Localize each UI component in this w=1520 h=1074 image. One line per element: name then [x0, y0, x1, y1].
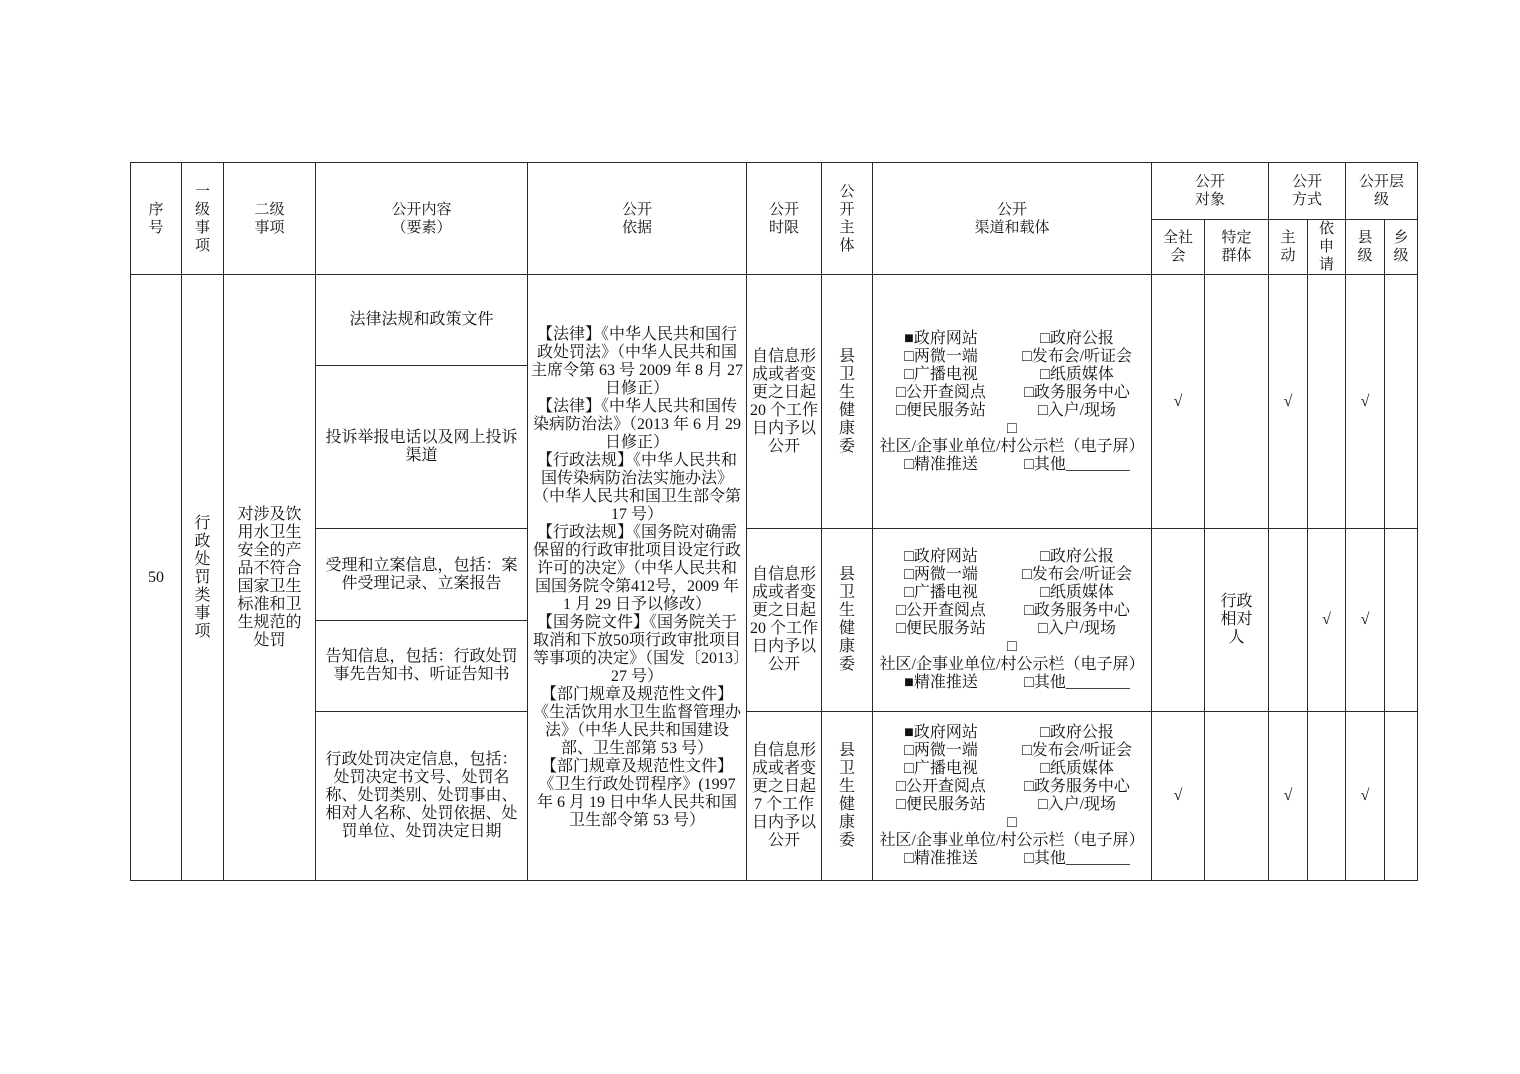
checkbox-icon: □ [896, 602, 906, 619]
checkbox-icon: □ [1040, 365, 1050, 383]
level-county-header [1346, 220, 1385, 275]
channel-label: 纸质媒体 [1049, 760, 1114, 777]
channel-label: 入户/现场 [1047, 796, 1117, 813]
method-request-cell [1308, 712, 1346, 881]
channel-option [876, 814, 1148, 850]
channel-option [876, 402, 1006, 420]
deadline-header [747, 163, 822, 275]
checkbox-icon: □ [1024, 383, 1034, 401]
method-active-checkmark: √ [1269, 712, 1308, 881]
checkbox-icon: □ [904, 584, 914, 601]
channel-label: 广播电视 [913, 584, 978, 601]
checkbox-icon: □ [904, 566, 914, 583]
method-header [1269, 163, 1346, 220]
audience-header [1152, 163, 1269, 220]
content-item: 投诉举报电话以及网上投诉渠道 [316, 366, 528, 529]
channel-list [876, 548, 1148, 692]
basis-entry: 【行政法规】《国务院对确需保留的行政审批项目设定行政许可的决定》（中华人民共和国国务院令第412号，2009 年 1 月 29 日予以修改） [532, 523, 741, 613]
content-header [316, 163, 528, 275]
checkbox-icon: □ [904, 760, 914, 777]
level-town-cell [1385, 275, 1418, 529]
level-county-checkmark: √ [1346, 529, 1385, 712]
level-town-cell [1385, 529, 1418, 712]
channel-option [1006, 366, 1148, 384]
channel-label: 公开查阅点 [905, 778, 986, 795]
channel-option [876, 850, 1006, 868]
channel-option [876, 384, 1006, 402]
basis-entry: 【行政法规】《中华人民共和国传染病防治法实施办法》（中华人民共和国卫生部令第 17 号） [532, 451, 741, 523]
channel-option [876, 330, 1006, 348]
content-header-line1: 公开内容 [391, 200, 452, 218]
channel-label: 政府公报 [1049, 724, 1114, 741]
checkbox-icon: □ [1040, 724, 1050, 741]
channel-label: 公开查阅点 [905, 383, 986, 401]
channel-label: 便民服务站 [905, 796, 986, 813]
method-active-cell [1269, 529, 1308, 712]
audience-specific-header [1205, 220, 1269, 275]
channel-option [876, 778, 1006, 796]
checkbox-icon: □ [896, 778, 906, 795]
channel-option [1006, 384, 1148, 402]
level2-header [224, 163, 316, 275]
channel-label: 其他________ [1033, 674, 1130, 691]
channel-option [876, 584, 1006, 602]
channel-option [876, 548, 1006, 566]
channel-option [876, 348, 1006, 366]
checkbox-icon: □ [1021, 566, 1032, 583]
audience-header-label: 公开对象 [1195, 173, 1226, 208]
level1-header [182, 163, 224, 275]
channel-label: 两微一端 [913, 566, 978, 583]
channel-option [876, 602, 1006, 620]
channel-list [876, 330, 1148, 474]
channel-label: 发布会/听证会 [1031, 347, 1133, 365]
channel-cell [873, 275, 1152, 529]
checkbox-icon: □ [896, 401, 906, 419]
checkbox-icon: □ [904, 455, 914, 473]
level-county-checkmark: √ [1346, 275, 1385, 529]
channel-label: 发布会/听证会 [1031, 566, 1133, 583]
content-item: 法律法规和政策文件 [316, 275, 528, 366]
checkbox-icon: □ [904, 347, 914, 365]
checkbox-icon: □ [1024, 455, 1034, 473]
audience-all-cell [1152, 529, 1205, 712]
subject-header-label: 公开主体 [839, 182, 855, 254]
channel-label: 其他________ [1033, 455, 1130, 473]
checkbox-icon: □ [1024, 778, 1034, 795]
channel-label: 入户/现场 [1047, 620, 1117, 637]
channel-option [876, 796, 1006, 814]
channel-header [873, 163, 1152, 275]
level1-value: 行政处罚类事项 [194, 514, 211, 640]
basis-entry: 【部门规章及规范性文件】《卫生行政处罚程序》(1997 年 6 月 19 日中华人民共和国卫生部令第 53 号） [536, 757, 737, 829]
method-request-header-label: 依申请 [1319, 220, 1335, 273]
audience-specific-header-label: 特定群体 [1221, 229, 1252, 264]
channel-option [876, 366, 1006, 384]
channel-option [1006, 602, 1148, 620]
channel-option [1006, 620, 1148, 638]
channel-option [1006, 348, 1148, 366]
channel-label: 纸质媒体 [1049, 584, 1114, 601]
level1-header-label: 一级事项 [195, 182, 211, 254]
channel-label: 便民服务站 [905, 620, 986, 637]
checkbox-icon: □ [904, 742, 914, 759]
level-town-header-label: 乡级 [1393, 229, 1409, 264]
checkbox-icon: □ [1024, 850, 1034, 867]
audience-specific-value: 行政相对人 [1220, 593, 1253, 646]
channel-header-line2: 渠道和载体 [974, 218, 1050, 236]
channel-label: 便民服务站 [905, 401, 986, 419]
checkbox-icon: □ [1021, 347, 1032, 365]
channel-option [876, 742, 1006, 760]
subject-value: 县卫生健康委 [839, 347, 856, 455]
channel-option [1006, 330, 1148, 348]
checkbox-icon: □ [904, 365, 914, 383]
checkbox-icon: □ [1040, 584, 1050, 601]
channel-option [1006, 778, 1148, 796]
content-item: 行政处罚决定信息，包括：处罚决定书文号、处罚名称、处罚类别、处罚事由、相对人名称、处罚依据、处罚单位、处罚决定日期 [316, 712, 528, 881]
basis-header [528, 163, 747, 275]
subject-value: 县卫生健康委 [839, 742, 856, 849]
method-request-cell [1308, 275, 1346, 529]
method-active-header [1269, 220, 1308, 275]
channel-option [1006, 584, 1148, 602]
channel-option [876, 566, 1006, 584]
checkbox-icon: □ [1037, 620, 1048, 637]
checkbox-icon: □ [1007, 419, 1017, 437]
channel-option [876, 620, 1006, 638]
channel-label: 政府公报 [1049, 548, 1114, 565]
level1-cell [182, 275, 224, 881]
channel-option [1006, 456, 1148, 474]
content-item: 告知信息，包括：行政处罚事先告知书、听证告知书 [316, 621, 528, 712]
method-header-label: 公开方式 [1292, 173, 1323, 208]
channel-label: 政府公报 [1049, 329, 1114, 347]
method-active-header-label: 主动 [1280, 229, 1296, 264]
channel-option [876, 724, 1006, 742]
level-town-cell [1385, 712, 1418, 881]
level2-header-label: 二级事项 [254, 200, 285, 236]
level-header-label: 公开层级 [1359, 173, 1405, 208]
channel-option [876, 638, 1148, 674]
checkbox-icon: □ [904, 548, 914, 565]
level-county-checkmark: √ [1346, 712, 1385, 881]
channel-label: 社区/企事业单位/村公示栏（电子屏） [879, 656, 1145, 673]
checkbox-icon: □ [896, 796, 906, 813]
seq-header-label: 序号 [148, 200, 164, 236]
checkbox-icon: □ [1021, 742, 1032, 759]
channel-option [876, 674, 1006, 692]
subject-cell [822, 275, 873, 529]
item-seq: 50 [131, 275, 182, 881]
deadline-header-label: 公开时限 [769, 200, 800, 236]
method-active-checkmark: √ [1269, 275, 1308, 529]
channel-label: 两微一端 [913, 742, 978, 759]
deadline-cell: 自信息形成或者变更之日起7 个工作日内予以公开 [747, 712, 822, 881]
level2-value: 对涉及饮用水卫生安全的产品不符合国家卫生标准和卫生规范的处罚 [237, 505, 302, 649]
channel-label: 政务服务中心 [1033, 383, 1130, 401]
channel-option [876, 760, 1006, 778]
level-town-header [1385, 220, 1418, 275]
channel-option [1006, 742, 1148, 760]
checkbox-icon: □ [1037, 796, 1048, 813]
channel-label: 公开查阅点 [905, 602, 986, 619]
channel-label: 纸质媒体 [1049, 365, 1114, 383]
audience-all-header [1152, 220, 1205, 275]
basis-entry: 【法律】《中华人民共和国行政处罚法》（中华人民共和国主席令第 63 号 2009 年 8 月 27 日修正） [531, 325, 744, 397]
channel-label: 发布会/听证会 [1031, 742, 1133, 759]
checkbox-icon: □ [1024, 674, 1034, 691]
checkbox-icon: □ [904, 850, 914, 867]
channel-list [876, 724, 1148, 868]
channel-option [1006, 402, 1148, 420]
basis-header-label: 公开依据 [622, 200, 653, 236]
channel-option [876, 456, 1006, 474]
channel-label: 入户/现场 [1047, 401, 1117, 419]
channel-label: 其他________ [1033, 850, 1130, 867]
method-request-checkmark: √ [1308, 529, 1346, 712]
channel-label: 政府网站 [913, 329, 978, 347]
channel-label: 社区/企事业单位/村公示栏（电子屏） [879, 832, 1145, 849]
audience-all-checkmark: √ [1152, 712, 1205, 881]
channel-option [876, 420, 1148, 456]
basis-entry: 【法律】《中华人民共和国传染病防治法》（2013 年 6 月 29 日修正） [532, 397, 741, 451]
basis-entry: 【国务院文件】《国务院关于取消和下放50项行政审批项目等事项的决定》（国发〔2013〕27 号） [532, 613, 741, 685]
level2-cell [224, 275, 316, 881]
channel-label: 广播电视 [913, 365, 978, 383]
subject-cell [822, 529, 873, 712]
channel-option [1006, 850, 1148, 868]
seq-header [131, 163, 182, 275]
checkbox-icon: □ [1040, 760, 1050, 777]
checkbox-icon: □ [1040, 548, 1050, 565]
checkbox-icon: □ [1024, 602, 1034, 619]
subject-value: 县卫生健康委 [839, 566, 856, 673]
channel-label: 政务服务中心 [1033, 602, 1130, 619]
content-header-line2: （要素） [391, 218, 452, 236]
channel-header-line1: 公开 [996, 200, 1027, 218]
channel-option [1006, 724, 1148, 742]
channel-label: 两微一端 [913, 347, 978, 365]
basis-cell [528, 275, 747, 881]
method-request-header [1308, 220, 1346, 275]
level-county-header-label: 县级 [1357, 229, 1373, 264]
disclosure-table [130, 162, 1418, 881]
channel-option [1006, 796, 1148, 814]
channel-cell [873, 712, 1152, 881]
checkbox-icon: □ [896, 383, 906, 401]
checkbox-icon: □ [1037, 401, 1048, 419]
checkbox-icon: □ [1040, 329, 1050, 347]
channel-cell [873, 529, 1152, 712]
content-item: 受理和立案信息，包括：案件受理记录、立案报告 [316, 529, 528, 621]
audience-all-checkmark: √ [1152, 275, 1205, 529]
checkbox-icon: □ [1007, 814, 1017, 831]
audience-specific-cell [1205, 275, 1269, 529]
checkbox-icon: □ [896, 620, 906, 637]
basis-entry: 【部门规章及规范性文件】《生活饮用水卫生监督管理办法》（中华人民共和国建设部、卫生部第 53 号） [532, 685, 741, 757]
channel-option [1006, 760, 1148, 778]
subject-cell [822, 712, 873, 881]
deadline-cell: 自信息形成或者变更之日起20 个工作日内予以公开 [747, 529, 822, 712]
level-header [1346, 163, 1418, 220]
channel-label: 广播电视 [913, 760, 978, 777]
channel-label: 政府网站 [913, 548, 978, 565]
channel-label: 精准推送 [913, 674, 978, 691]
channel-label: 政务服务中心 [1033, 778, 1130, 795]
channel-label: 社区/企事业单位/村公示栏（电子屏） [879, 437, 1145, 455]
deadline-cell: 自信息形成或者变更之日起20 个工作日内予以公开 [747, 275, 822, 529]
checkbox-icon: ■ [904, 329, 914, 347]
channel-option [1006, 548, 1148, 566]
audience-specific-cell [1205, 529, 1269, 712]
channel-option [1006, 674, 1148, 692]
channel-label: 政府网站 [913, 724, 978, 741]
checkbox-icon: □ [1007, 638, 1017, 655]
checkbox-icon: ■ [904, 724, 914, 741]
subject-header [822, 163, 873, 275]
audience-specific-cell [1205, 712, 1269, 881]
checkbox-icon: ■ [904, 674, 914, 691]
channel-option [1006, 566, 1148, 584]
audience-all-header-label: 全社会 [1163, 229, 1194, 264]
channel-label: 精准推送 [913, 850, 978, 867]
channel-label: 精准推送 [913, 455, 978, 473]
